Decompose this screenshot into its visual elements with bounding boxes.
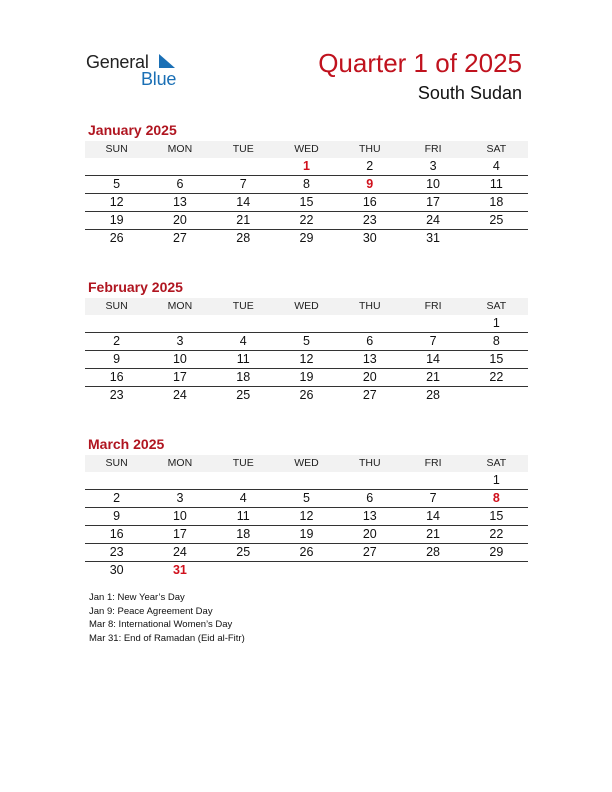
- day-cell: 24: [426, 213, 440, 227]
- day-cell: 17: [172, 370, 187, 384]
- weekday-header: [85, 141, 528, 158]
- day-cell: 21: [426, 370, 440, 384]
- day-cell: 25: [489, 213, 504, 227]
- page-title: Quarter 1 of 2025: [318, 48, 522, 78]
- day-cell: [148, 315, 211, 332]
- day-cell: 16: [109, 370, 124, 384]
- week-row: [85, 369, 528, 387]
- weekday-label: THU: [358, 300, 381, 312]
- holiday-note: Jan 1: New Year’s Day: [89, 592, 185, 603]
- day-cell: 13: [362, 509, 377, 523]
- day-cell: 28: [426, 545, 440, 559]
- day-cell: 20: [362, 527, 377, 541]
- day-cell: 8: [303, 177, 310, 191]
- day-cell: [148, 158, 211, 175]
- day-cell: [212, 562, 275, 579]
- day-cell: 25: [236, 388, 251, 402]
- day-cell: 14: [426, 352, 440, 366]
- day-cell: 6: [366, 334, 374, 348]
- week-row: [85, 472, 528, 490]
- day-cell: [465, 387, 528, 404]
- day-cell: 2: [113, 491, 121, 505]
- day-cell: 15: [299, 195, 314, 209]
- day-cell: 16: [109, 527, 124, 541]
- day-cell: 7: [429, 334, 437, 348]
- month-calendar: [85, 436, 528, 579]
- day-cell: 11: [236, 352, 250, 366]
- day-cell: 10: [426, 177, 440, 191]
- day-cell: 22: [489, 370, 504, 384]
- day-cell: 25: [236, 545, 251, 559]
- holiday-day-cell: 9: [366, 177, 374, 191]
- month-title: March 2025: [88, 436, 165, 452]
- day-cell: 30: [109, 563, 124, 577]
- day-cell: 27: [172, 231, 187, 245]
- day-cell: 23: [109, 388, 124, 402]
- day-cell: 30: [362, 231, 377, 245]
- day-cell: [85, 315, 148, 332]
- day-cell: [85, 158, 148, 175]
- day-cell: 11: [236, 509, 250, 523]
- day-cell: [338, 472, 401, 489]
- weekday-label: TUE: [232, 457, 254, 469]
- day-cell: 18: [236, 527, 251, 541]
- day-cell: 18: [489, 195, 504, 209]
- day-cell: 29: [489, 545, 504, 559]
- day-cell: 1: [492, 473, 500, 487]
- week-row: [85, 176, 528, 194]
- day-cell: 16: [362, 195, 377, 209]
- weekday-label: TUE: [232, 143, 254, 155]
- holiday-day-cell: 1: [303, 159, 310, 173]
- day-cell: 21: [236, 213, 251, 227]
- weekday-label: SUN: [105, 457, 128, 469]
- week-row: [85, 526, 528, 544]
- day-cell: 22: [299, 213, 314, 227]
- day-cell: 5: [303, 334, 310, 348]
- weekday-label: SUN: [105, 300, 128, 312]
- weekday-header: [85, 455, 528, 472]
- day-cell: 24: [172, 545, 187, 559]
- weekday-label: WED: [294, 143, 319, 155]
- month-calendar: [85, 122, 528, 247]
- day-cell: 28: [236, 231, 251, 245]
- day-cell: 20: [172, 213, 187, 227]
- day-cell: [275, 562, 338, 579]
- week-row: [85, 351, 528, 369]
- day-cell: 19: [109, 213, 124, 227]
- day-cell: 5: [303, 491, 310, 505]
- day-cell: 26: [109, 231, 124, 245]
- month-title: February 2025: [88, 279, 183, 295]
- logo-text-general: General: [86, 52, 149, 72]
- day-cell: 12: [299, 509, 314, 523]
- week-row: [85, 508, 528, 526]
- holiday-notes: [89, 591, 245, 645]
- day-cell: 2: [366, 159, 374, 173]
- day-cell: 3: [176, 334, 184, 348]
- day-cell: 22: [489, 527, 504, 541]
- weekday-label: MON: [167, 143, 193, 155]
- day-cell: 14: [426, 509, 440, 523]
- country-name: South Sudan: [417, 83, 522, 103]
- day-cell: [148, 472, 211, 489]
- day-cell: 27: [362, 545, 377, 559]
- day-cell: [338, 562, 401, 579]
- holiday-day-cell: 31: [172, 563, 187, 577]
- day-cell: 7: [239, 177, 247, 191]
- weekday-label: THU: [358, 457, 381, 469]
- day-cell: 23: [362, 213, 377, 227]
- day-cell: [401, 472, 464, 489]
- day-cell: [275, 315, 338, 332]
- day-cell: [275, 472, 338, 489]
- day-cell: 5: [113, 177, 121, 191]
- day-cell: 29: [299, 231, 314, 245]
- day-cell: 12: [299, 352, 314, 366]
- day-cell: [465, 230, 528, 247]
- day-cell: 8: [492, 334, 500, 348]
- weekday-label: FRI: [424, 300, 442, 312]
- month-title: January 2025: [88, 122, 177, 138]
- day-cell: 17: [172, 527, 187, 541]
- weekday-label: SAT: [486, 143, 507, 155]
- week-row: [85, 387, 528, 404]
- day-cell: 1: [492, 316, 500, 330]
- day-cell: 4: [239, 334, 247, 348]
- weekday-header: [85, 298, 528, 315]
- weekday-label: WED: [294, 457, 319, 469]
- week-row: [85, 544, 528, 562]
- weekday-label: SAT: [486, 457, 507, 469]
- logo-flag-icon: [159, 54, 177, 70]
- weekday-label: FRI: [424, 457, 442, 469]
- day-cell: 3: [176, 491, 184, 505]
- day-cell: 18: [236, 370, 251, 384]
- weekday-label: MON: [167, 457, 193, 469]
- week-row: [85, 315, 528, 333]
- day-cell: 4: [492, 159, 500, 173]
- day-cell: 6: [176, 177, 184, 191]
- day-cell: 13: [172, 195, 187, 209]
- day-cell: [85, 472, 148, 489]
- day-cell: 3: [429, 159, 437, 173]
- day-cell: 4: [239, 491, 247, 505]
- holiday-day-cell: 8: [492, 491, 500, 505]
- day-cell: 21: [426, 527, 440, 541]
- day-cell: 2: [113, 334, 121, 348]
- day-cell: 28: [426, 388, 440, 402]
- month-calendar: [85, 279, 528, 404]
- week-row: [85, 230, 528, 247]
- weekday-label: FRI: [424, 143, 442, 155]
- week-row: [85, 490, 528, 508]
- day-cell: 13: [362, 352, 377, 366]
- day-cell: 19: [299, 527, 314, 541]
- holiday-note: Mar 8: International Women’s Day: [89, 619, 233, 631]
- week-row: [85, 333, 528, 351]
- day-cell: [465, 562, 528, 579]
- day-cell: 10: [172, 352, 187, 366]
- weekday-label: THU: [358, 143, 381, 155]
- day-cell: 19: [299, 370, 314, 384]
- day-cell: 24: [172, 388, 187, 402]
- day-cell: 9: [113, 352, 121, 366]
- week-row: [85, 562, 528, 579]
- day-cell: 14: [236, 195, 251, 209]
- weekday-label: MON: [167, 300, 193, 312]
- day-cell: [338, 315, 401, 332]
- week-row: [85, 194, 528, 212]
- weekday-label: WED: [294, 300, 319, 312]
- day-cell: 26: [299, 545, 314, 559]
- day-cell: 20: [362, 370, 377, 384]
- day-cell: 17: [426, 195, 440, 209]
- weekday-label: TUE: [232, 300, 254, 312]
- day-cell: [212, 315, 275, 332]
- week-row: [85, 212, 528, 230]
- day-cell: 31: [426, 231, 440, 245]
- day-cell: 26: [299, 388, 314, 402]
- day-cell: 10: [172, 509, 187, 523]
- weekday-label: SUN: [105, 143, 128, 155]
- day-cell: 15: [489, 352, 504, 366]
- weekday-label: SAT: [486, 300, 507, 312]
- day-cell: 6: [366, 491, 374, 505]
- holiday-note: Jan 9: Peace Agreement Day: [89, 605, 213, 617]
- day-cell: 7: [429, 491, 437, 505]
- day-cell: 27: [362, 388, 377, 402]
- brand-logo: [86, 52, 186, 92]
- holiday-note: Mar 31: End of Ramadan (Eid al-Fitr): [89, 632, 245, 644]
- day-cell: 23: [109, 545, 124, 559]
- day-cell: 15: [489, 509, 504, 523]
- day-cell: 11: [489, 177, 503, 191]
- day-cell: [212, 472, 275, 489]
- day-cell: 9: [113, 509, 121, 523]
- logo-text-blue: Blue: [141, 69, 177, 89]
- week-row: [85, 158, 528, 176]
- day-cell: 12: [109, 195, 124, 209]
- day-cell: [401, 315, 464, 332]
- day-cell: [212, 158, 275, 175]
- day-cell: [401, 562, 464, 579]
